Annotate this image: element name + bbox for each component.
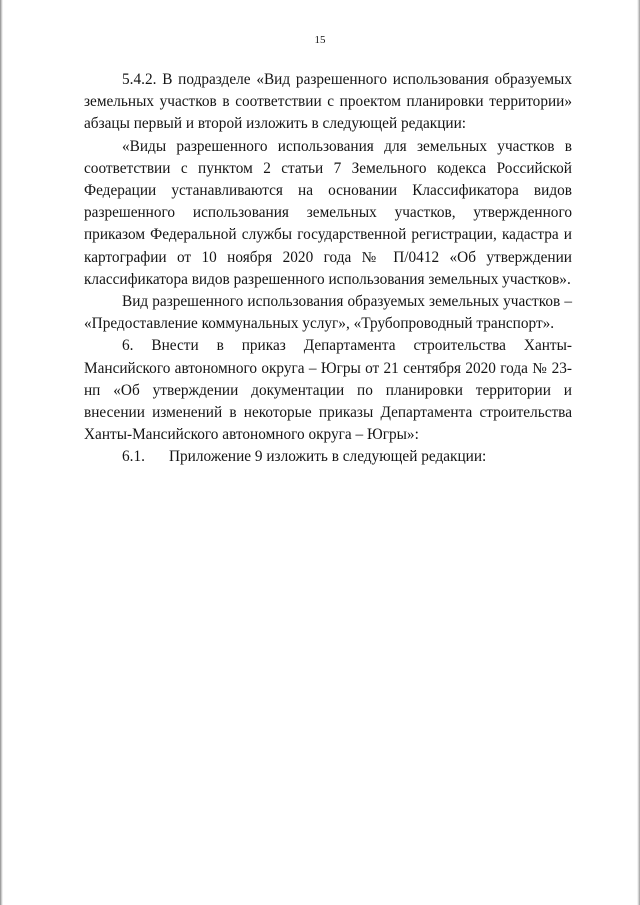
document-body: [84, 69, 572, 469]
paragraph-land-use-type: Вид разрешенного использования образуемых земельных участков – «Предоставление коммунальных услуг», «Трубопроводный транспорт».: [84, 293, 572, 333]
paragraph-5-4-2: 5.4.2. В подразделе «Вид разрешенного использования образуемых земельных участков в соответствии с проектом планировки территории» абзацы первый и второй изложить в следующей редакции:: [84, 71, 572, 133]
page-number: 15: [314, 34, 326, 46]
item-6-1-number: 6.1.: [122, 448, 145, 466]
paragraph-item-6-1: [84, 446, 572, 468]
scan-edge-left: [0, 0, 3, 905]
item-6-1-text: Приложение 9 изложить в следующей редакции:: [168, 448, 487, 466]
paragraph-item-6: 6. Внести в приказ Департамента строительства Ханты-Мансийского автономного округа – Югры от 21 сентября 2020 года № 23-нп «Об утверждении документации по планировки территории и внесении изменений в некоторые приказы Департамента строительства Ханты-Мансийского автономного округа – Югры»:: [84, 337, 572, 444]
paragraph-quote-classifier: «Виды разрешенного использования для земельных участков в соответствии с пунктом 2 статьи 7 Земельного кодекса Российской Федерации устанавливаются на основании Классификатора видов разрешенного использования земельных участков, утвержденного приказом Федеральной службы государственной регистрации, кадастра и картографии от 10 ноября 2020 года № П/0412 «Об утверждении классификатора видов разрешенного использования земельных участков».: [84, 137, 572, 288]
